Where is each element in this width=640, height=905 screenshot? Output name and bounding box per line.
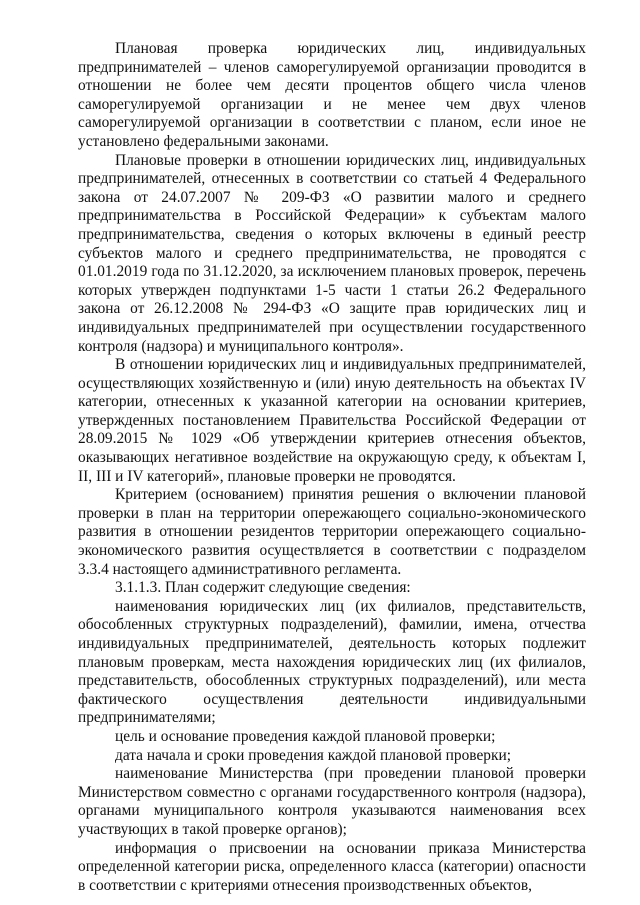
paragraph-plan-item-purpose: цель и основание проведения каждой плановой проверки;: [115, 727, 496, 745]
paragraph-small-business-exemption: Плановые проверки в отношении юридических лиц, индивидуальных предпринимателей, отнесенных в соответствии со статьей 4 Федерального закона от 24.07.2007 № 209-ФЗ «О развитии малого и среднего предпринимательства в Российской Федерации» к субъектам малого предпринимательства, сведения о которых включены в единый реестр субъектов малого и среднего предпринимательства, не проводятся с 01.01.2019 года по 31.12.2020, за исключением плановых проверок, перечень которых утвержден подпунктами 1-5 части 1 статьи 26.2 Федерального закона от 26.12.2008 № 294-ФЗ «О защите прав юридических лиц и индивидуальных предпринимателей при осуществлении государственного контроля (надзора) и муниципального контроля».: [78, 151, 586, 355]
paragraph-plan-item-risk-category: информация о присвоении на основании приказа Министерства определенной категории риска, определенного класса (категории) опасности в соответствии с критериями отнесения производственных объектов,: [78, 839, 586, 894]
paragraph-plan-item-names: наименования юридических лиц (их филиалов, представительств, обособленных структурных подразделений), фамилии, имена, отчества индивидуальных предпринимателей, деятельность которых подлежит плановым проверкам, места нахождения юридических лиц (их филиалов, представительств, обособленных структурных подразделений), или места фактического осуществления деятельности индивидуальными предпринимателями;: [78, 597, 586, 727]
paragraph-sro-inspection: Плановая проверка юридических лиц, индивидуальных предпринимателей – членов саморегулируемой организации проводится в отношении не более чем десяти процентов общего числа членов саморегулируемой организации и не менее чем двух членов саморегулируемой организации в соответствии с планом, если иное не установлено федеральными законами.: [78, 40, 586, 150]
paragraph-plan-item-ministry: наименование Министерства (при проведении плановой проверки Министерством совместно с органами государственного контроля (надзора), органами муниципального контроля указываются наименования всех участвующих в такой проверке органов);: [78, 765, 586, 838]
paragraph-advanced-development-territory: Критерием (основанием) принятия решения о включении плановой проверки в план на территории опережающего социально-экономического развития в отношении резидентов территории опережающего социально-экономического развития осуществляется в соответствии с подразделом 3.3.4 настоящего административного регламента.: [78, 486, 586, 578]
document-page: [78, 40, 586, 895]
paragraph-category-iv-objects: В отношении юридических лиц и индивидуальных предпринимателей, осуществляющих хозяйственную и (или) иную деятельность на объектах IV категории, отнесенных к указанной категории на основании критериев, утвержденных постановлением Правительства Российской Федерации от 28.09.2015 № 1029 «Об утверждении критериев отнесения объектов, оказывающих негативное воздействие на окружающую среду, к объектам I, II, III и IV категорий», плановые проверки не проводятся.: [78, 356, 586, 485]
paragraph-plan-contents-heading: 3.1.1.3. План содержит следующие сведения:: [115, 579, 411, 597]
paragraph-plan-item-dates: дата начала и сроки проведения каждой плановой проверки;: [115, 746, 511, 764]
